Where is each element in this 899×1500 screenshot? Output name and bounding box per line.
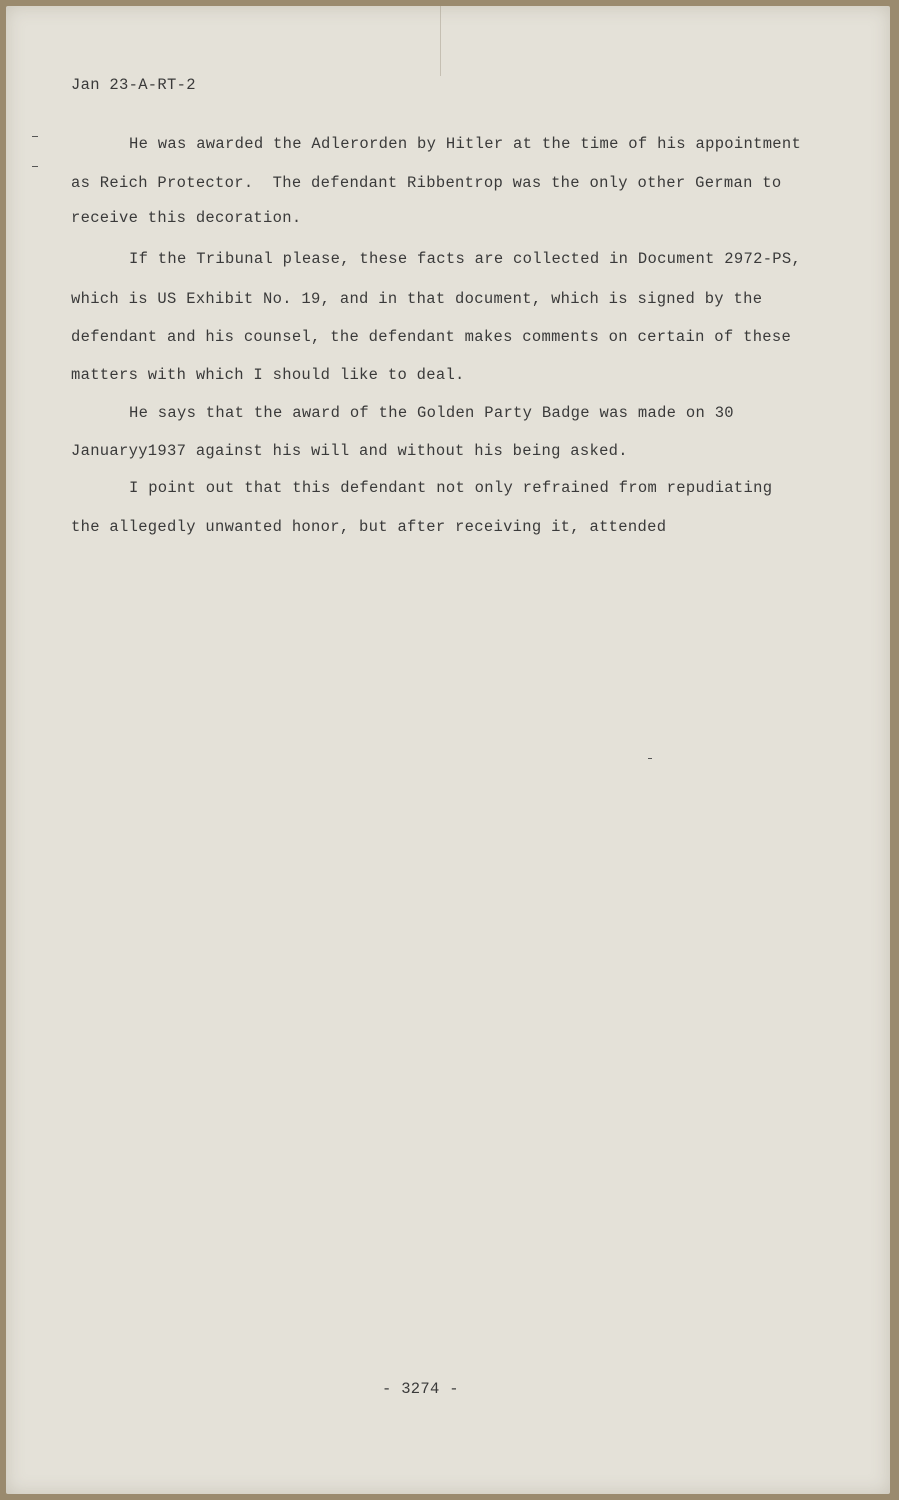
body-line-7: matters with which I should like to deal. (71, 366, 465, 384)
body-line-11: the allegedly unwanted honor, but after receiving it, attended (71, 518, 667, 536)
body-line-3: receive this decoration. (71, 209, 302, 227)
body-line-10: I point out that this defendant not only refrained from repudiating (129, 479, 773, 497)
fold-crease (440, 6, 441, 76)
document-reference: Jan 23-A-RT-2 (71, 76, 196, 94)
body-line-8: He says that the award of the Golden Party Badge was made on 30 (129, 404, 734, 422)
body-line-6: defendant and his counsel, the defendant makes comments on certain of these (71, 328, 792, 346)
page-number: - 3274 - (382, 1380, 459, 1398)
body-line-5: which is US Exhibit No. 19, and in that document, which is signed by the (71, 290, 763, 308)
document-page (6, 6, 890, 1494)
body-line-1: He was awarded the Adlerorden by Hitler at the time of his appointment (129, 135, 802, 153)
body-line-4: If the Tribunal please, these facts are collected in Document 2972-PS, (129, 250, 802, 268)
ink-speck (648, 758, 652, 759)
margin-mark (32, 136, 38, 137)
body-line-9: Januaryy1937 against his will and without his being asked. (71, 442, 628, 460)
body-line-2: as Reich Protector. The defendant Ribbentrop was the only other German to (71, 174, 782, 192)
margin-mark (32, 166, 38, 167)
